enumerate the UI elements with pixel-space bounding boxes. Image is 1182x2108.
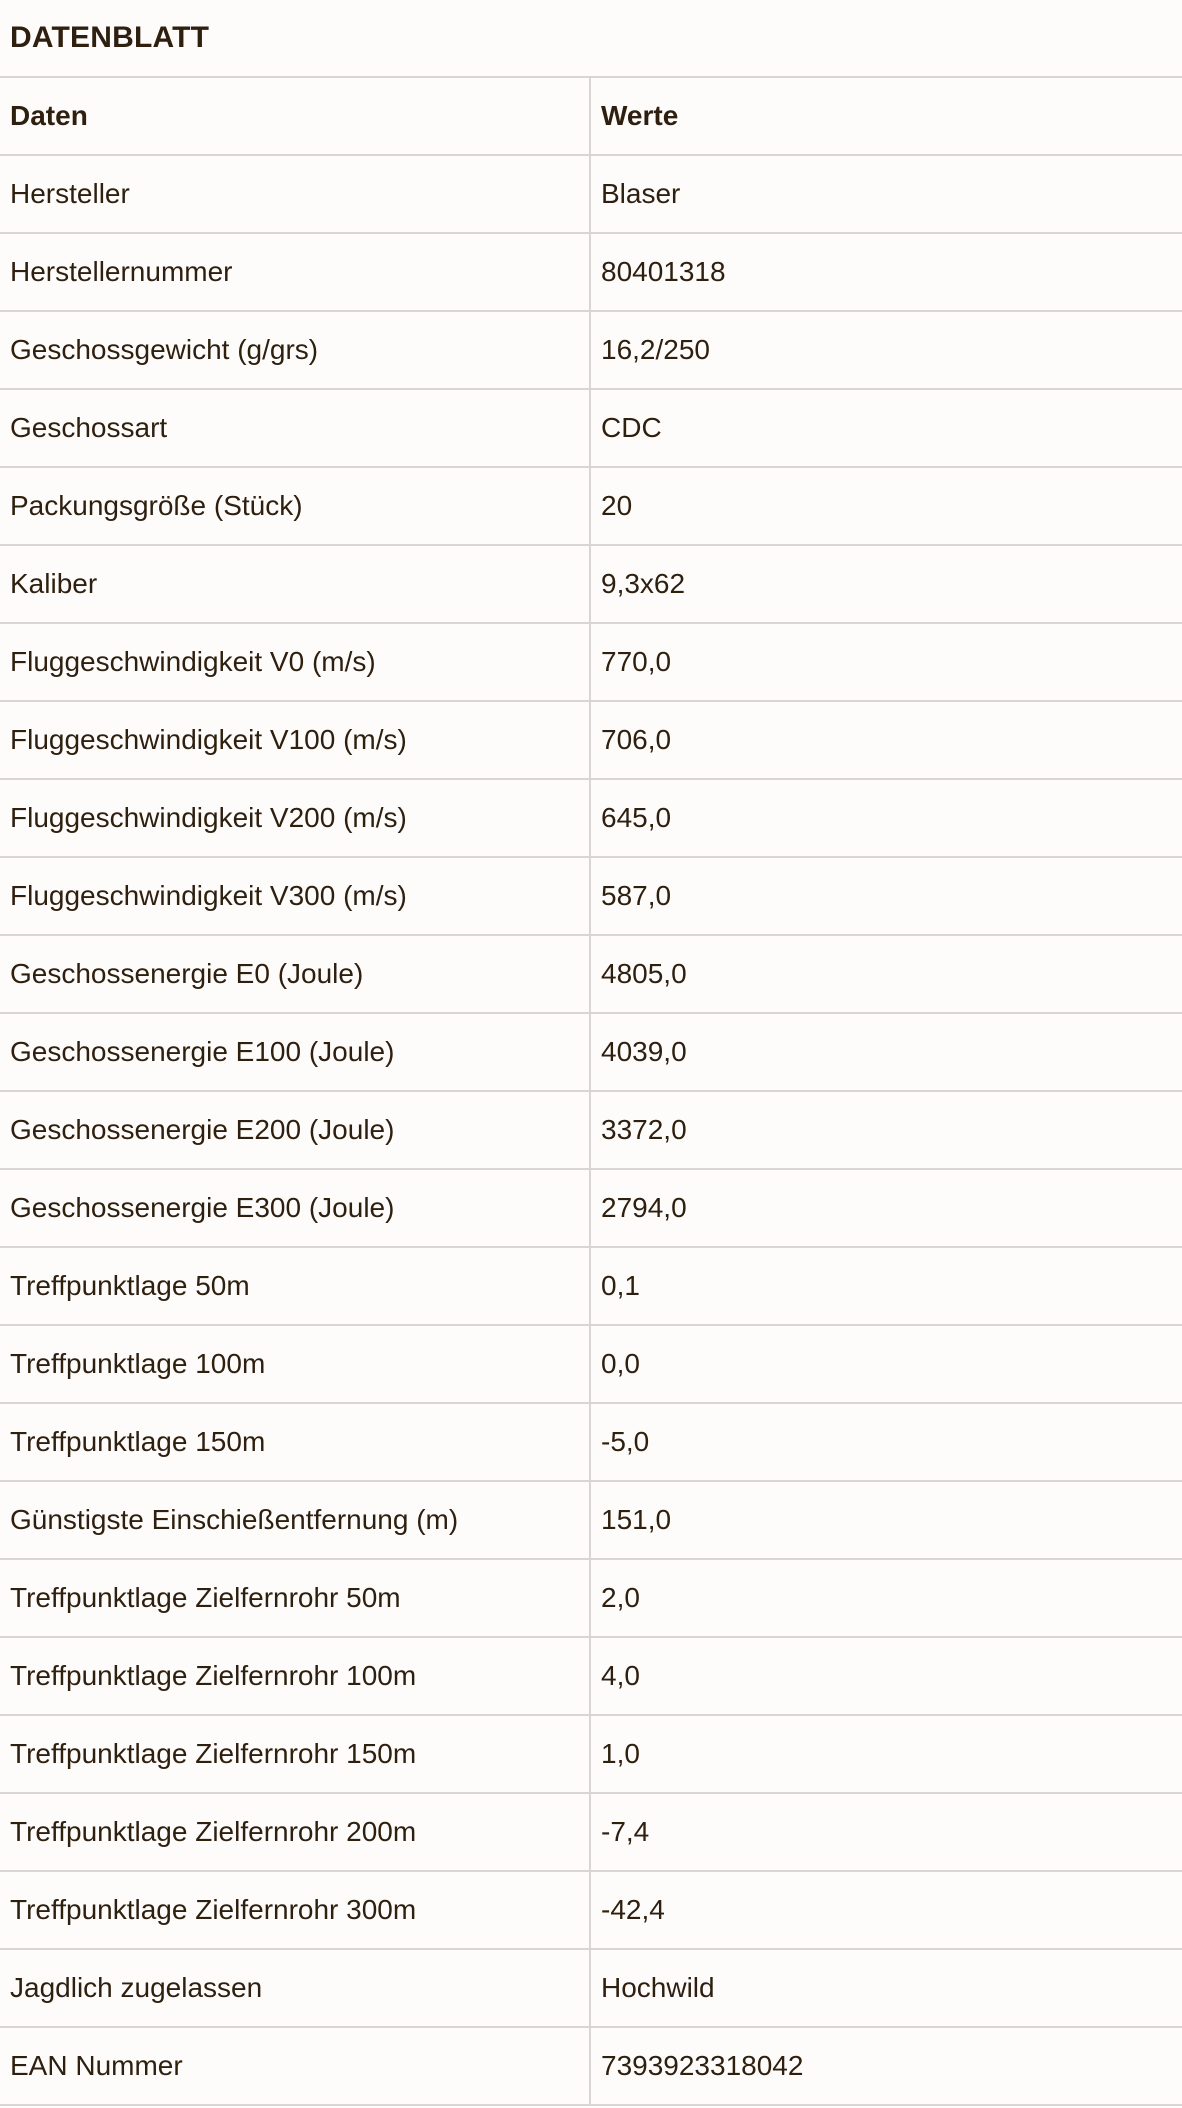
table-row	[0, 935, 1182, 1013]
row-label: Treffpunktlage Zielfernrohr 200m	[0, 1793, 590, 1871]
table-row	[0, 233, 1182, 311]
table-row	[0, 1949, 1182, 2027]
row-value: -5,0	[590, 1403, 1182, 1481]
row-value: 16,2/250	[590, 311, 1182, 389]
row-label: Treffpunktlage 50m	[0, 1247, 590, 1325]
row-label: Treffpunktlage 100m	[0, 1325, 590, 1403]
table-row	[0, 389, 1182, 467]
row-value: 2,0	[590, 1559, 1182, 1637]
row-label: Fluggeschwindigkeit V100 (m/s)	[0, 701, 590, 779]
row-label: Treffpunktlage 150m	[0, 1403, 590, 1481]
datasheet-table	[0, 76, 1182, 2106]
row-value: 9,3x62	[590, 545, 1182, 623]
table-row	[0, 2027, 1182, 2105]
table-row	[0, 1793, 1182, 1871]
row-label: Treffpunktlage Zielfernrohr 50m	[0, 1559, 590, 1637]
table-row	[0, 1013, 1182, 1091]
row-value: 587,0	[590, 857, 1182, 935]
row-label: Fluggeschwindigkeit V300 (m/s)	[0, 857, 590, 935]
table-row	[0, 545, 1182, 623]
column-header-werte: Werte	[590, 77, 1182, 155]
row-value: Blaser	[590, 155, 1182, 233]
row-value: 80401318	[590, 233, 1182, 311]
row-label: Geschossenergie E200 (Joule)	[0, 1091, 590, 1169]
row-value: -7,4	[590, 1793, 1182, 1871]
row-value: 2794,0	[590, 1169, 1182, 1247]
row-value: 1,0	[590, 1715, 1182, 1793]
row-label: Geschossenergie E100 (Joule)	[0, 1013, 590, 1091]
row-label: EAN Nummer	[0, 2027, 590, 2105]
table-row	[0, 857, 1182, 935]
row-label: Günstigste Einschießentfernung (m)	[0, 1481, 590, 1559]
row-label: Fluggeschwindigkeit V0 (m/s)	[0, 623, 590, 701]
row-value: 770,0	[590, 623, 1182, 701]
row-value: 3372,0	[590, 1091, 1182, 1169]
table-row	[0, 1481, 1182, 1559]
row-label: Kaliber	[0, 545, 590, 623]
row-label: Packungsgröße (Stück)	[0, 467, 590, 545]
table-row	[0, 623, 1182, 701]
table-row	[0, 701, 1182, 779]
table-row	[0, 1715, 1182, 1793]
table-header-row	[0, 77, 1182, 155]
table-row	[0, 311, 1182, 389]
table-row	[0, 467, 1182, 545]
table-row	[0, 1247, 1182, 1325]
row-value: CDC	[590, 389, 1182, 467]
row-value: Hochwild	[590, 1949, 1182, 2027]
table-row	[0, 1403, 1182, 1481]
table-row	[0, 1871, 1182, 1949]
row-value: 4,0	[590, 1637, 1182, 1715]
table-row	[0, 1559, 1182, 1637]
row-label: Treffpunktlage Zielfernrohr 150m	[0, 1715, 590, 1793]
table-row	[0, 1169, 1182, 1247]
page-title: DATENBLATT	[10, 21, 210, 54]
row-value: 645,0	[590, 779, 1182, 857]
row-label: Geschossart	[0, 389, 590, 467]
row-label: Treffpunktlage Zielfernrohr 300m	[0, 1871, 590, 1949]
row-value: 20	[590, 467, 1182, 545]
row-value: 7393923318042	[590, 2027, 1182, 2105]
row-value: -42,4	[590, 1871, 1182, 1949]
row-value: 0,0	[590, 1325, 1182, 1403]
row-value: 0,1	[590, 1247, 1182, 1325]
table-row	[0, 1325, 1182, 1403]
column-header-daten: Daten	[0, 77, 590, 155]
row-label: Herstellernummer	[0, 233, 590, 311]
table-row	[0, 779, 1182, 857]
row-value: 706,0	[590, 701, 1182, 779]
row-label: Geschossenergie E300 (Joule)	[0, 1169, 590, 1247]
row-value: 4039,0	[590, 1013, 1182, 1091]
row-value: 4805,0	[590, 935, 1182, 1013]
row-value: 151,0	[590, 1481, 1182, 1559]
row-label: Treffpunktlage Zielfernrohr 100m	[0, 1637, 590, 1715]
row-label: Jagdlich zugelassen	[0, 1949, 590, 2027]
row-label: Hersteller	[0, 155, 590, 233]
table-row	[0, 1091, 1182, 1169]
table-row	[0, 1637, 1182, 1715]
row-label: Fluggeschwindigkeit V200 (m/s)	[0, 779, 590, 857]
row-label: Geschossenergie E0 (Joule)	[0, 935, 590, 1013]
row-label: Geschossgewicht (g/grs)	[0, 311, 590, 389]
table-row	[0, 155, 1182, 233]
